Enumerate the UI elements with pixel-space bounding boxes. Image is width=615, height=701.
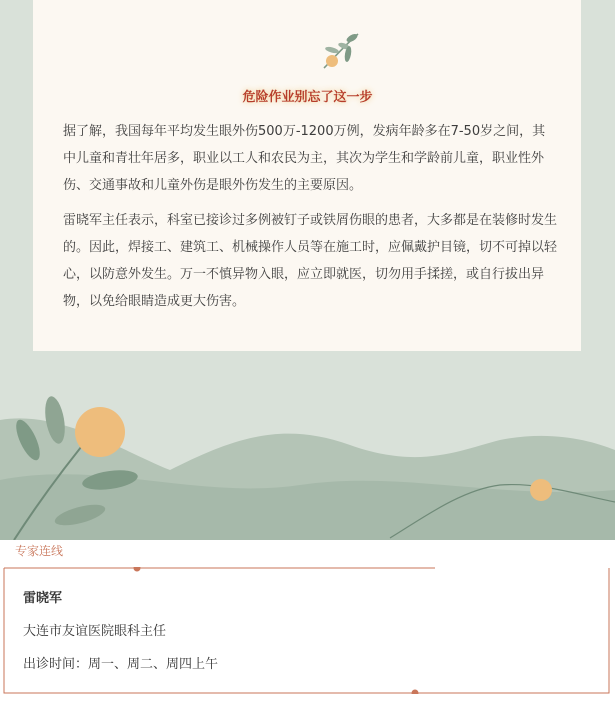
expert-title: 大连市友谊医院眼科主任 <box>23 624 167 639</box>
expert-name: 雷晓军 <box>23 591 63 606</box>
sprig-icon <box>318 28 364 72</box>
orange-fruit-icon <box>75 407 125 457</box>
article-headline: 危险作业别忘了这一步 <box>242 90 373 105</box>
article-paragraph-1: 据了解，我国每年平均发生眼外伤500万-1200万例，发病年龄多在7-50岁之间，其中儿童和青壮年居多，职业以工人和农民为主，其次为学生和学龄前儿童，职业性外伤、交通事故和儿童外伤是眼外伤发生的主要原因。 <box>63 124 546 193</box>
expert-section-label: 专家连线 <box>15 544 64 558</box>
expert-clinic-hours: 出诊时间：周一、周二、周四上午 <box>23 657 219 672</box>
expert-card <box>3 567 610 694</box>
landscape-illustration <box>0 390 615 540</box>
article-paragraph-2: 雷晓军主任表示，科室已接诊过多例被钉子或铁屑伤眼的患者，大多都是在装修时发生的。因此，焊接工、建筑工、机械操作人员等在施工时，应佩戴护目镜，切不可掉以轻心，以防意外发生。万一不慎异物入眼，应立即就医，切勿用手揉搓，或自行拔出异物，以免给眼睛造成更大伤害。 <box>63 213 558 309</box>
